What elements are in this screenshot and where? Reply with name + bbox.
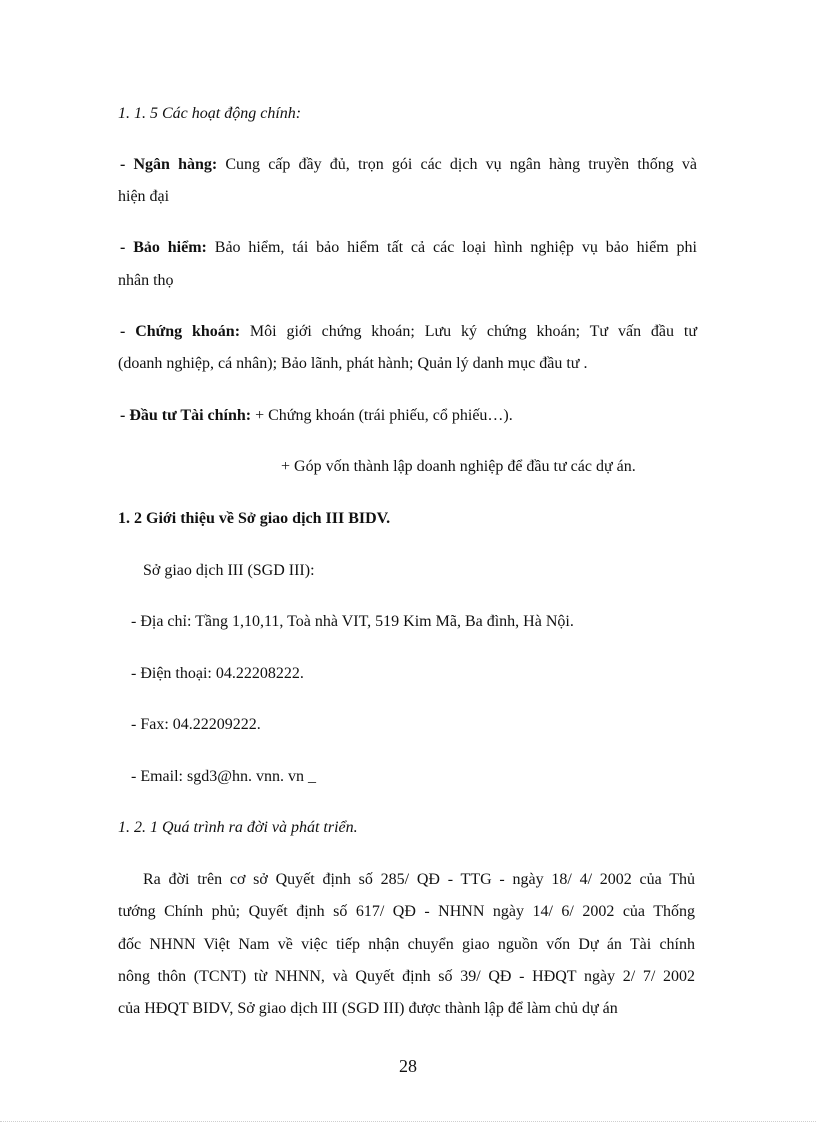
activity-insurance-label: - Bảo hiểm:	[120, 239, 207, 256]
page-number: 28	[399, 1056, 417, 1076]
section-heading-1-1-5: 1. 1. 5 Các hoạt động chính:	[118, 105, 302, 122]
activity-insurance-line1	[120, 238, 697, 258]
sgd-email: - Email: sgd3@hn. vnn. vn _	[131, 768, 316, 785]
sgd-phone: - Điện thoại: 04.22208222.	[131, 665, 304, 682]
activity-securities-label: - Chứng khoán:	[120, 323, 241, 340]
activity-investment-line2: + Góp vốn thành lập doanh nghiệp để đầu tư các dự án.	[281, 458, 636, 475]
section-heading-1-2-1: 1. 2. 1 Quá trình ra đời và phát triển.	[118, 819, 358, 836]
sgd-address: - Địa chỉ: Tầng 1,10,11, Toà nhà VIT, 519 Kim Mã, Ba đình, Hà Nội.	[131, 613, 574, 630]
activity-insurance-line2: nhân thọ	[118, 272, 174, 289]
sgd-intro: Sở giao dịch III (SGD III):	[143, 562, 315, 579]
activity-securities-line1	[120, 322, 697, 342]
page-bottom-divider	[0, 1121, 816, 1122]
activity-securities-text: Môi giới chứng khoán; Lưu ký chứng khoán; Tư vấn đầu tư	[249, 323, 698, 340]
sgd-fax: - Fax: 04.22209222.	[131, 716, 261, 733]
history-line-5: của HĐQT BIDV, Sở giao dịch III (SGD III) được thành lập để làm chủ dự án	[118, 1000, 618, 1017]
activity-banking-label: - Ngân hàng:	[120, 156, 218, 173]
activity-banking-line1	[120, 155, 697, 175]
activity-investment-line1	[120, 406, 513, 426]
activity-investment-label: - Đầu tư Tài chính:	[120, 407, 252, 424]
history-line-2: tướng Chính phủ; Quyết định số 617/ QĐ - NHNN ngày 14/ 6/ 2002 của Thống	[118, 903, 695, 920]
history-line-4: nông thôn (TCNT) từ NHNN, và Quyết định số 39/ QĐ - HĐQT ngày 2/ 7/ 2002	[118, 968, 695, 985]
activity-investment-text: + Chứng khoán (trái phiếu, cổ phiếu…).	[255, 407, 513, 424]
section-heading-1-2: 1. 2 Giới thiệu về Sở giao dịch III BIDV.	[118, 510, 391, 527]
activity-securities-line2: (doanh nghiệp, cá nhân); Bảo lãnh, phát hành; Quản lý danh mục đầu tư .	[118, 355, 588, 372]
activity-banking-line2: hiện đại	[118, 188, 170, 205]
activity-banking-text: Cung cấp đầy đủ, trọn gói các dịch vụ ngân hàng truyền thống và	[225, 156, 698, 173]
history-line-3: đốc NHNN Việt Nam về việc tiếp nhận chuyển giao nguồn vốn Dự án Tài chính	[118, 936, 695, 953]
activity-insurance-text: Bảo hiểm, tái bảo hiểm tất cả các loại hình nghiệp vụ bảo hiểm phi	[214, 239, 698, 256]
history-line-1: Ra đời trên cơ sở Quyết định số 285/ QĐ - TTG - ngày 18/ 4/ 2002 của Thủ	[143, 871, 695, 888]
